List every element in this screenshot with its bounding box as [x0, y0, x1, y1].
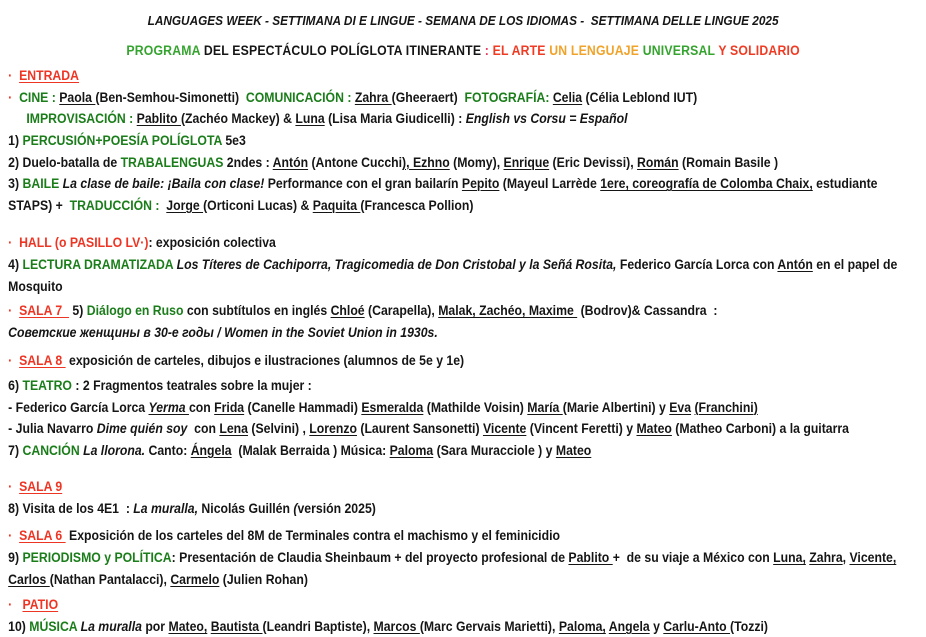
text-segment: 9) [8, 550, 23, 566]
text-segment: 2) Duelo-batalla de [8, 154, 121, 170]
item-2-trabalenguas [0, 152, 926, 174]
text-segment: Celia [552, 89, 583, 105]
item-9-periodismo [0, 547, 926, 569]
text-segment: Los Títeres de Cachiporra, Tragicomedia de Don Cristobal y la Señá Rosita, [176, 256, 620, 272]
text-segment: LANGUAGES WEEK - SETTIMANA DI E LINGUE - SEMANA DE LOS IDIOMAS - SETTIMANA DELLE LINGUE 2025 [147, 13, 779, 28]
text-segment: SALA 9 [19, 479, 63, 495]
text-segment: Eva [669, 399, 692, 415]
line-improvisacion [0, 108, 926, 130]
bullet-icon: · [8, 89, 20, 105]
text-segment: (Matheo Carboni) a la guitarra [671, 421, 849, 437]
text-segment: Mateo, [168, 618, 208, 634]
text-segment: (Carapella), [364, 303, 439, 319]
text-segment: PROGRAMA [126, 42, 204, 58]
section-sala-9 [0, 476, 926, 498]
text-segment: Ángela [190, 442, 232, 458]
text-segment: ), Ezhno [402, 154, 450, 170]
text-segment: UNIVERSAL [642, 42, 719, 58]
text-segment: Exposición de los carteles del 8M de Terminales contra el machismo y el feminicidio [65, 528, 560, 544]
section-sala-7 [0, 300, 926, 322]
text-segment: Pablito [136, 111, 181, 127]
text-segment: 1) [8, 132, 23, 148]
text-segment: (Célia Leblond IUT) [582, 89, 698, 105]
text-segment: ENTRADA [19, 68, 79, 84]
text-segment: Советские женщины в 30-е годы / Women in the Soviet Union in 1930s. [8, 324, 438, 340]
text-segment: (Laurent Sansonetti) [356, 421, 483, 437]
item-3-baile [0, 173, 926, 195]
text-segment: y [649, 618, 664, 634]
text-segment: - Julia Navarro [8, 421, 97, 437]
text-segment: (Mayeul Larrède [499, 176, 601, 192]
section-hall [0, 232, 926, 254]
text-segment: con [188, 399, 215, 415]
text-segment: Mateo [636, 421, 672, 437]
text-segment: MÚSICA [29, 618, 81, 634]
text-segment: + de su viaje a México con [612, 550, 774, 566]
text-segment: (Zachéo Mackey) & [180, 111, 296, 127]
text-segment: BAILE [22, 176, 63, 192]
text-segment: Vicente, [849, 550, 897, 566]
document-title [0, 10, 926, 32]
text-segment: DEL ESPECTÁCULO POLÍGLOTA ITINERANTE [203, 42, 485, 58]
text-segment: Paquita [312, 197, 361, 213]
line-mosquito [0, 276, 926, 298]
text-segment: Luna [295, 111, 325, 127]
text-segment: STAPS) + [8, 197, 70, 213]
text-segment: 10) [8, 618, 30, 634]
text-segment: 7) [8, 442, 23, 458]
text-segment: Vicente [482, 421, 527, 437]
section-patio [0, 594, 926, 616]
text-segment: La llorona. [83, 442, 149, 458]
text-segment: (Momy), [449, 154, 504, 170]
bullet-icon: · [8, 597, 23, 613]
text-segment: - Federico García Lorca [8, 399, 149, 415]
text-segment: ( [293, 500, 298, 516]
text-segment: Jorge [166, 197, 204, 213]
text-segment: Antón [272, 154, 309, 170]
bullet-icon: · [8, 528, 20, 544]
item-4-lectura [0, 254, 926, 276]
text-segment: (Marc Gervais Marietti), [419, 618, 559, 634]
text-segment: Nicolás Guillén [198, 500, 294, 516]
text-segment: 5) [69, 303, 87, 319]
text-segment: Federico García Lorca con [619, 256, 778, 272]
item-7-cancion [0, 440, 926, 462]
text-segment: Zahra [354, 89, 392, 105]
text-segment: UN LENGUAJE [549, 42, 643, 58]
text-segment: PERIODISMO y POLÍTICA [22, 550, 172, 566]
text-segment: Y SOLIDARIO [718, 42, 800, 58]
text-segment: Carlu-Anto [663, 618, 731, 634]
text-segment: Angela [608, 618, 650, 634]
text-segment: La muralla [80, 618, 146, 634]
text-segment: Zahra [809, 550, 843, 566]
text-segment: Performance con el gran bailarín [267, 176, 462, 192]
line-russian-subtitle [0, 322, 926, 344]
text-segment: Canto: [148, 442, 191, 458]
text-segment: EL ARTE [492, 42, 550, 58]
line-carlos-carmelo [0, 569, 926, 591]
bullet-icon: · [8, 479, 20, 495]
item-6-teatro [0, 375, 926, 397]
text-segment: Frida [214, 399, 245, 415]
text-segment: Paloma [389, 442, 434, 458]
text-segment: (Canelle Hammadi) [244, 399, 362, 415]
text-segment: por [145, 618, 169, 634]
section-sala-6 [0, 525, 926, 547]
text-segment: (Sara Muracciole ) y [433, 442, 556, 458]
text-segment: CINE : [19, 89, 60, 105]
text-segment: (Julien Rohan) [219, 571, 308, 587]
section-sala-8 [0, 350, 926, 372]
item-1-percusion [0, 130, 926, 152]
text-segment: Diálogo en Ruso [86, 303, 184, 319]
text-segment: SALA 7 [19, 303, 70, 319]
text-segment: TEATRO [22, 377, 72, 393]
text-segment: Paola [59, 89, 96, 105]
text-segment: Pepito [461, 176, 500, 192]
text-segment: TRABALENGUAS [120, 154, 224, 170]
text-segment: (Francesca Pollion) [360, 197, 474, 213]
text-segment: Carmelo [170, 571, 220, 587]
text-segment: : exposición colectiva [148, 235, 276, 251]
text-segment: HALL (o PASILLO LV·) [19, 235, 149, 251]
text-segment: (Selvini) , [247, 421, 310, 437]
text-segment: 4) [8, 256, 23, 272]
text-segment: Luna, [773, 550, 806, 566]
bullet-icon: · [8, 303, 20, 319]
text-segment: Mosquito [8, 278, 63, 294]
text-segment: Dime quién soy [96, 421, 191, 437]
text-segment: Carlos [8, 571, 50, 587]
text-segment: versión 2025) [297, 500, 376, 516]
line-yerma [0, 397, 926, 419]
text-segment: en el papel de [812, 256, 898, 272]
text-segment: Chloé [330, 303, 365, 319]
text-segment: La clase de baile: ¡Baila con clase! [62, 176, 268, 192]
text-segment: (Romain Basile ) [678, 154, 779, 170]
section-entrada [0, 65, 926, 87]
text-segment: (Gheeraert) [391, 89, 465, 105]
text-segment: 3) [8, 176, 23, 192]
text-segment: IMPROVISACIÓN : [26, 111, 137, 127]
text-segment: (Antone Cucchi [308, 154, 403, 170]
text-segment: Yerma [148, 399, 189, 415]
text-segment: Mateo [555, 442, 592, 458]
text-segment: (Orticoni Lucas) & [203, 197, 313, 213]
text-segment: (Mathilde Voisin) [423, 399, 528, 415]
text-segment: Lena [219, 421, 248, 437]
text-segment: exposición de carteles, dibujos e ilustraciones (alumnos de 5e y 1e) [65, 353, 465, 369]
text-segment: 8) Visita de los 4E1 : [8, 500, 134, 516]
text-segment: Enrique [503, 154, 550, 170]
text-segment: con [190, 421, 220, 437]
text-segment: (Leandri Baptiste), [262, 618, 374, 634]
text-segment: Pablito [568, 550, 613, 566]
bullet-icon: · [8, 235, 20, 251]
text-segment: María [527, 399, 563, 415]
text-segment: FOTOGRAFÍA: [464, 89, 553, 105]
text-segment: English vs Corsu = Español [465, 111, 628, 127]
item-10-musica [0, 616, 926, 637]
bullet-icon: · [8, 353, 20, 369]
text-segment: (Nathan Pantalacci), [49, 571, 171, 587]
line-cine-comunicacion-fotografia [0, 87, 926, 109]
text-segment: (Tozzi) [730, 618, 768, 634]
text-segment: (Malak Berraida ) Música: [231, 442, 390, 458]
text-segment: (Bodrov)& Cassandra : [577, 303, 718, 319]
text-segment: Lorenzo [309, 421, 357, 437]
bullet-icon: · [8, 68, 20, 84]
text-segment: (Ben-Semhou-Simonetti) [95, 89, 246, 105]
text-segment: Bautista [210, 618, 263, 634]
text-segment: Malak, Zachéo, Maxime [438, 303, 578, 319]
text-segment: LECTURA DRAMATIZADA [22, 256, 177, 272]
text-segment: estudiante [812, 176, 878, 192]
text-segment: (Franchini) [694, 399, 758, 415]
text-segment: : 2 Fragmentos teatrales sobre la mujer : [71, 377, 312, 393]
line-dime-quien-soy [0, 418, 926, 440]
text-segment: 2ndes : [223, 154, 273, 170]
item-8-visita [0, 498, 926, 520]
line-staps-traduccion [0, 195, 926, 217]
text-segment: con subtítulos en inglés [183, 303, 331, 319]
text-segment: 6) [8, 377, 23, 393]
text-segment: Antón [777, 256, 813, 272]
text-segment: : [484, 42, 493, 58]
text-segment: 5e3 [221, 132, 246, 148]
text-segment: , [842, 550, 850, 566]
text-segment: COMUNICACIÓN : [245, 89, 355, 105]
text-segment: TRADUCCIÓN : [69, 197, 167, 213]
text-segment: SALA 8 [19, 353, 66, 369]
text-segment: (Eric Devissi), [549, 154, 638, 170]
text-segment: La muralla, [133, 500, 199, 516]
text-segment: CANCIÓN [22, 442, 84, 458]
text-segment: SALA 6 [19, 528, 66, 544]
text-segment: Marcos [373, 618, 420, 634]
text-segment: PERCUSIÓN+POESÍA POLÍGLOTA [22, 132, 222, 148]
text-segment: PATIO [22, 597, 59, 613]
text-segment: Román [637, 154, 679, 170]
text-segment: Paloma, [558, 618, 606, 634]
text-segment: (Lisa Maria Giudicelli) : [324, 111, 466, 127]
text-segment: : Presentación de Claudia Sheinbaum + del proyecto profesional de [171, 550, 569, 566]
program-subtitle [0, 40, 926, 62]
text-segment: Esmeralda [361, 399, 424, 415]
text-segment: 1ere, coreografía de Colomba Chaix, [600, 176, 813, 192]
text-segment: (Vincent Feretti) y [526, 421, 637, 437]
text-segment: (Marie Albertini) y [562, 399, 670, 415]
